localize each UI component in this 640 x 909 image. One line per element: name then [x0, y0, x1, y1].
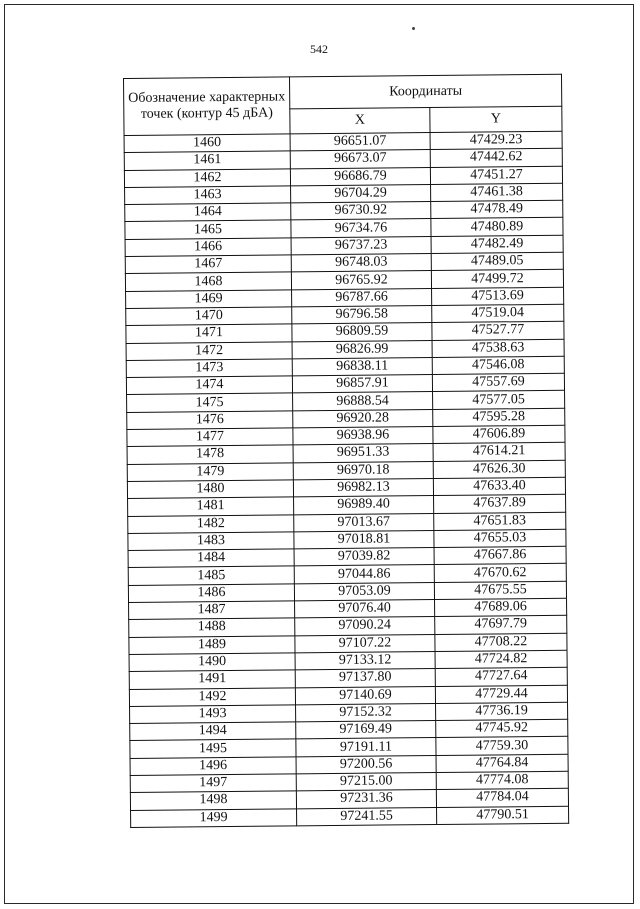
cell-point-id: 1466 — [125, 238, 291, 257]
cell-y: 47451.27 — [430, 166, 562, 185]
cell-x: 96826.99 — [292, 340, 432, 359]
cell-point-id: 1491 — [129, 670, 295, 689]
cell-x: 96970.18 — [293, 461, 433, 480]
document-page — [4, 4, 634, 904]
cell-y: 47478.49 — [431, 200, 563, 219]
cell-y: 47633.40 — [433, 477, 565, 496]
cell-x: 97152.32 — [296, 703, 436, 722]
cell-y: 47527.77 — [432, 322, 564, 341]
cell-y: 47614.21 — [433, 443, 565, 462]
cell-point-id: 1481 — [128, 497, 294, 516]
cell-y: 47708.22 — [435, 633, 567, 652]
cell-y: 47499.72 — [431, 270, 563, 289]
cell-y: 47651.83 — [434, 512, 566, 531]
cell-point-id: 1468 — [125, 272, 291, 291]
cell-x: 96920.28 — [293, 409, 433, 428]
cell-x: 97044.86 — [294, 565, 434, 584]
cell-x: 96651.07 — [290, 133, 430, 152]
cell-y: 47675.55 — [434, 581, 566, 600]
cell-x: 97231.36 — [296, 790, 436, 809]
cell-x: 97140.69 — [295, 686, 435, 705]
cell-x: 96787.66 — [292, 288, 432, 307]
cell-point-id: 1484 — [128, 549, 294, 568]
cell-y: 47513.69 — [432, 287, 564, 306]
cell-x: 96686.79 — [290, 167, 430, 186]
cell-x: 96704.29 — [291, 184, 431, 203]
cell-point-id: 1494 — [130, 722, 296, 741]
cell-y: 47429.23 — [430, 131, 562, 150]
cell-x: 96951.33 — [293, 444, 433, 463]
header-coordinates: Координаты — [289, 74, 561, 109]
cell-point-id: 1471 — [126, 324, 292, 343]
cell-y: 47538.63 — [432, 339, 564, 358]
cell-y: 47667.86 — [434, 546, 566, 565]
cell-x: 96857.91 — [292, 375, 432, 394]
cell-point-id: 1495 — [130, 739, 296, 758]
cell-point-id: 1498 — [130, 791, 296, 810]
cell-x: 97090.24 — [295, 617, 435, 636]
cell-x: 97013.67 — [294, 513, 434, 532]
cell-point-id: 1472 — [126, 341, 292, 360]
cell-y: 47689.06 — [435, 598, 567, 617]
cell-y: 47461.38 — [431, 183, 563, 202]
cell-y: 47482.49 — [431, 235, 563, 254]
cell-x: 96737.23 — [291, 236, 431, 255]
cell-point-id: 1460 — [124, 134, 290, 153]
cell-x: 96673.07 — [290, 150, 430, 169]
cell-x: 97076.40 — [295, 600, 435, 619]
header-point-designation — [124, 77, 291, 136]
cell-x: 97018.81 — [294, 530, 434, 549]
cell-y: 47655.03 — [434, 529, 566, 548]
cell-y: 47637.89 — [434, 495, 566, 514]
cell-point-id: 1499 — [131, 808, 297, 827]
cell-x: 96938.96 — [293, 427, 433, 446]
cell-point-id: 1479 — [127, 463, 293, 482]
cell-point-id: 1492 — [129, 687, 295, 706]
cell-point-id: 1462 — [124, 168, 290, 187]
header-label-line1: Обозначение характерных — [128, 89, 286, 106]
cell-x: 96765.92 — [291, 271, 431, 290]
cell-point-id: 1493 — [130, 705, 296, 724]
cell-point-id: 1487 — [129, 601, 295, 620]
cell-x: 97200.56 — [296, 755, 436, 774]
cell-point-id: 1485 — [128, 566, 294, 585]
cell-y: 47489.05 — [431, 252, 563, 271]
cell-y: 47595.28 — [433, 408, 565, 427]
cell-y: 47724.82 — [435, 650, 567, 669]
cell-y: 47774.08 — [436, 771, 568, 790]
cell-point-id: 1464 — [125, 203, 291, 222]
cell-y: 47480.89 — [431, 218, 563, 237]
cell-y: 47626.30 — [433, 460, 565, 479]
cell-point-id: 1465 — [125, 220, 291, 239]
cell-point-id: 1477 — [127, 428, 293, 447]
cell-y: 47745.92 — [436, 719, 568, 738]
cell-x: 96748.03 — [291, 254, 431, 273]
cell-y: 47736.19 — [436, 702, 568, 721]
cell-y: 47790.51 — [437, 806, 569, 825]
cell-point-id: 1483 — [128, 532, 294, 551]
header-y: Y — [430, 106, 562, 132]
cell-point-id: 1488 — [129, 618, 295, 637]
cell-y: 47577.05 — [433, 391, 565, 410]
cell-x: 96989.40 — [294, 496, 434, 515]
cell-point-id: 1490 — [129, 653, 295, 672]
cell-x: 96730.92 — [291, 202, 431, 221]
cell-point-id: 1467 — [125, 255, 291, 274]
cell-point-id: 1478 — [127, 445, 293, 464]
cell-y: 47442.62 — [430, 149, 562, 168]
cell-point-id: 1461 — [124, 151, 290, 170]
cell-point-id: 1470 — [126, 307, 292, 326]
cell-point-id: 1476 — [127, 411, 293, 430]
cell-x: 97241.55 — [297, 807, 437, 826]
cell-x: 97191.11 — [296, 738, 436, 757]
header-x: X — [290, 108, 430, 134]
cell-y: 47697.79 — [435, 616, 567, 635]
cell-point-id: 1496 — [130, 757, 296, 776]
cell-y: 47764.84 — [436, 754, 568, 773]
cell-x: 97169.49 — [296, 721, 436, 740]
cell-y: 47670.62 — [434, 564, 566, 583]
header-label-line2: точек (контур 45 дБА) — [140, 105, 273, 122]
cell-x: 96734.76 — [291, 219, 431, 238]
cell-y: 47606.89 — [433, 425, 565, 444]
cell-x: 97133.12 — [295, 651, 435, 670]
cell-y: 47557.69 — [432, 373, 564, 392]
cell-y: 47546.08 — [432, 356, 564, 375]
cell-y: 47759.30 — [436, 737, 568, 756]
cell-point-id: 1475 — [127, 393, 293, 412]
cell-x: 96982.13 — [293, 478, 433, 497]
page-number: 542 — [310, 42, 328, 56]
cell-x: 96796.58 — [292, 306, 432, 325]
cell-x: 97107.22 — [295, 634, 435, 653]
table-body — [124, 131, 569, 827]
cell-y: 47729.44 — [435, 685, 567, 704]
scan-speck — [412, 27, 415, 30]
cell-point-id: 1486 — [128, 584, 294, 603]
table-row — [131, 806, 569, 828]
cell-point-id: 1469 — [126, 290, 292, 309]
cell-point-id: 1474 — [126, 376, 292, 395]
cell-y: 47784.04 — [436, 789, 568, 808]
cell-point-id: 1473 — [126, 359, 292, 378]
cell-x: 97053.09 — [294, 582, 434, 601]
coordinates-table — [123, 74, 569, 828]
cell-x: 97215.00 — [296, 773, 436, 792]
cell-point-id: 1480 — [127, 480, 293, 499]
cell-x: 96888.54 — [293, 392, 433, 411]
cell-x: 96809.59 — [292, 323, 432, 342]
cell-point-id: 1463 — [125, 186, 291, 205]
cell-y: 47727.64 — [435, 667, 567, 686]
cell-x: 97039.82 — [294, 548, 434, 567]
cell-point-id: 1497 — [130, 774, 296, 793]
cell-y: 47519.04 — [432, 304, 564, 323]
cell-point-id: 1489 — [129, 635, 295, 654]
cell-x: 97137.80 — [295, 669, 435, 688]
cell-x: 96838.11 — [292, 357, 432, 376]
cell-point-id: 1482 — [128, 514, 294, 533]
